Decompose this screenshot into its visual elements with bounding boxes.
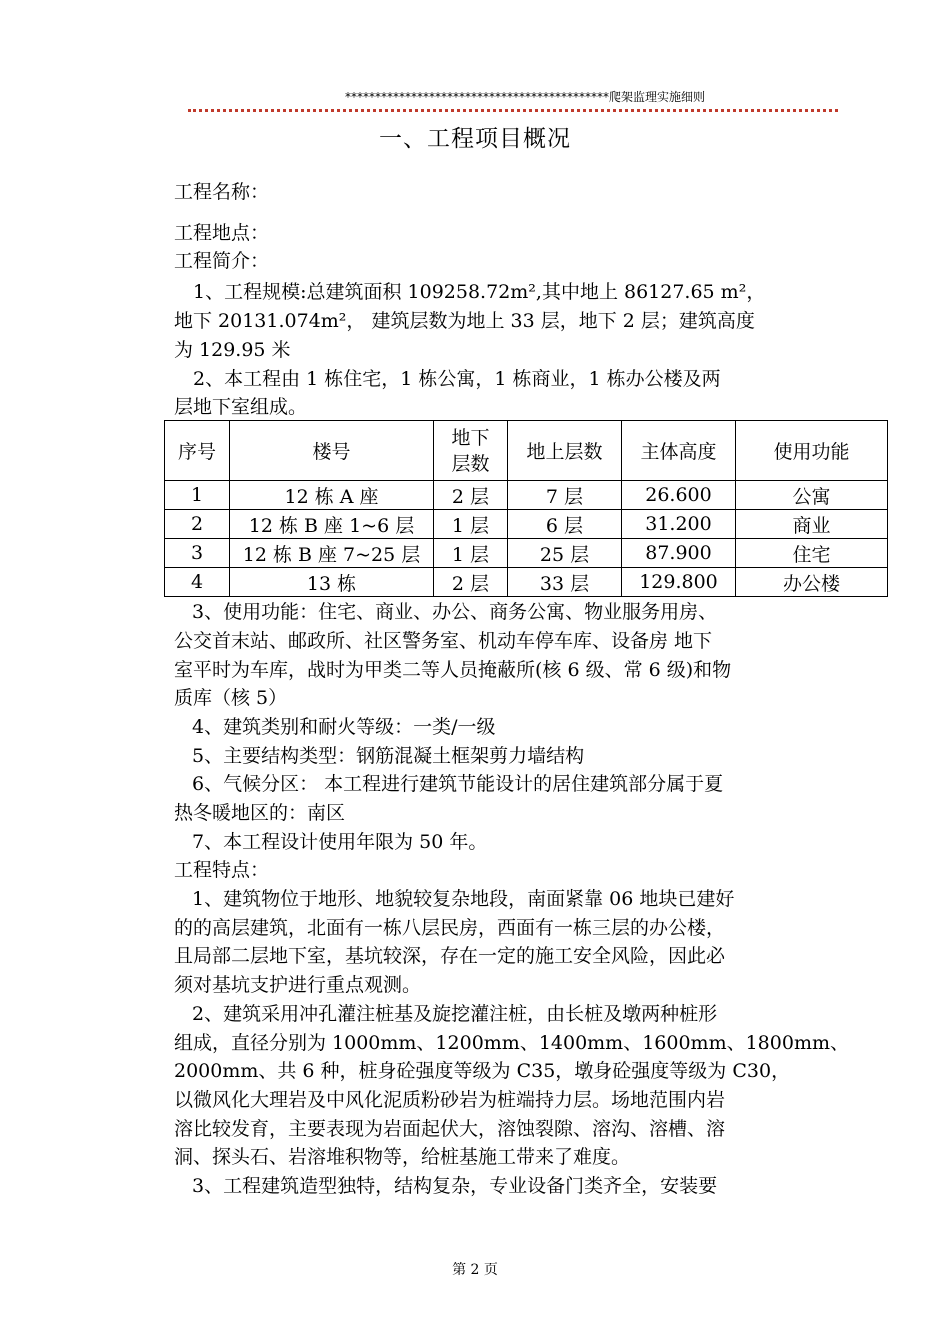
table-cell: 26.600 [622, 481, 736, 510]
body-line: 质库（核 5） [174, 687, 288, 709]
table-cell: 2 层 [434, 481, 508, 510]
table-header-cell-line: 地下 [451, 426, 490, 449]
table-cell: 7 层 [508, 481, 622, 510]
table-header-cell: 地上层数 [508, 421, 622, 481]
body-line: 4、建筑类别和耐火等级：一类/一级 [192, 716, 496, 738]
table-cell: 住宅 [736, 539, 888, 568]
table-cell: 4 [165, 568, 230, 597]
table-row [165, 568, 888, 597]
table-cell: 12 栋 B 座 7~25 层 [230, 539, 434, 568]
header-rule [188, 109, 838, 112]
table-row [165, 481, 888, 510]
body-line: 溶比较发育，主要表现为岩面起伏大，溶蚀裂隙、溶沟、溶槽、溶 [174, 1118, 726, 1140]
table-cell: 6 层 [508, 510, 622, 539]
table-cell: 1 层 [434, 539, 508, 568]
body-line: 以微风化大理岩及中风化泥质粉砂岩为桩端持力层。场地范围内岩 [174, 1089, 726, 1111]
table-header-cell: 序号 [165, 421, 230, 481]
table-cell: 公寓 [736, 481, 888, 510]
body-line: 3、工程建筑造型独特，结构复杂，专业设备门类齐全，安装要 [192, 1175, 718, 1197]
intro-line: 层地下室组成。 [174, 396, 308, 418]
table-row [165, 539, 888, 568]
table-cell: 商业 [736, 510, 888, 539]
intro-line: 为 129.95 米 [174, 339, 291, 361]
section-title: 一、工程项目概况 [379, 126, 571, 152]
table-cell: 25 层 [508, 539, 622, 568]
intro-line: 2、本工程由 1 栋住宅，1 栋公寓，1 栋商业，1 栋办公楼及两 [174, 368, 721, 390]
intro-line: 地下 20131.074m²， 建筑层数为地上 33 层，地下 2 层；建筑高度 [174, 310, 755, 332]
table-cell: 31.200 [622, 510, 736, 539]
body-line: 公交首末站、邮政所、社区警务室、机动车停车库、设备房 地下 [174, 630, 713, 652]
table-row [165, 510, 888, 539]
body-line: 的的高层建筑，北面有一栋八层民房，西面有一栋三层的办公楼， [174, 917, 726, 939]
table-cell: 87.900 [622, 539, 736, 568]
body-line: 1、建筑物位于地形、地貌较复杂地段，南面紧靠 06 地块已建好 [192, 888, 735, 910]
project-location-label: 工程地点： [174, 222, 270, 244]
table-cell: 3 [165, 539, 230, 568]
intro-line: 1、工程规模:总建筑面积 109258.72m²,其中地上 86127.65 m²， [174, 281, 766, 303]
table-cell: 1 [165, 481, 230, 510]
table-cell: 12 栋 A 座 [230, 481, 434, 510]
body-line: 洞、探头石、岩溶堆积物等，给桩基施工带来了难度。 [174, 1146, 631, 1168]
body-line: 工程特点： [174, 859, 270, 881]
table-cell: 13 栋 [230, 568, 434, 597]
building-table [164, 420, 888, 597]
body-line: 热冬暖地区的：南区 [174, 802, 346, 824]
body-line: 6、气候分区： 本工程进行建筑节能设计的居住建筑部分属于夏 [192, 773, 724, 795]
table-header-cell [434, 421, 508, 481]
table-cell: 129.800 [622, 568, 736, 597]
project-intro-label: 工程简介： [174, 250, 270, 272]
table-cell: 2 [165, 510, 230, 539]
table-cell: 办公楼 [736, 568, 888, 597]
table-cell: 1 层 [434, 510, 508, 539]
page-number: 第 2 页 [452, 1262, 498, 1278]
project-name-label: 工程名称： [174, 181, 270, 203]
body-line: 2、建筑采用冲孔灌注桩基及旋挖灌注桩，由长桩及墩两种桩形 [192, 1003, 718, 1025]
page-header-text: ********************************************爬架监理实施细则 [345, 90, 706, 104]
table-header-cell: 楼号 [230, 421, 434, 481]
body-line: 且局部二层地下室，基坑较深，存在一定的施工安全风险，因此必 [174, 945, 726, 967]
body-line: 2000mm、共 6 种，桩身砼强度等级为 C35，墩身砼强度等级为 C30， [174, 1060, 791, 1082]
body-line: 室平时为车库，战时为甲类二等人员掩蔽所(核 6 级、常 6 级)和物 [174, 659, 732, 681]
body-line: 须对基坑支护进行重点观测。 [174, 974, 422, 996]
body-line: 3、使用功能：住宅、商业、办公、商务公寓、物业服务用房、 [192, 601, 718, 623]
body-line: 7、本工程设计使用年限为 50 年。 [192, 831, 488, 853]
body-line: 组成，直径分别为 1000mm、1200mm、1400mm、1600mm、1800mm、 [174, 1032, 849, 1054]
table-cell: 2 层 [434, 568, 508, 597]
table-cell: 12 栋 B 座 1~6 层 [230, 510, 434, 539]
table-header-row [165, 421, 888, 481]
table-header-cell: 主体高度 [622, 421, 736, 481]
table-cell: 33 层 [508, 568, 622, 597]
table-header-cell-line: 层数 [451, 452, 490, 475]
body-line: 5、主要结构类型：钢筋混凝土框架剪力墙结构 [192, 745, 585, 767]
table-header-cell: 使用功能 [736, 421, 888, 481]
